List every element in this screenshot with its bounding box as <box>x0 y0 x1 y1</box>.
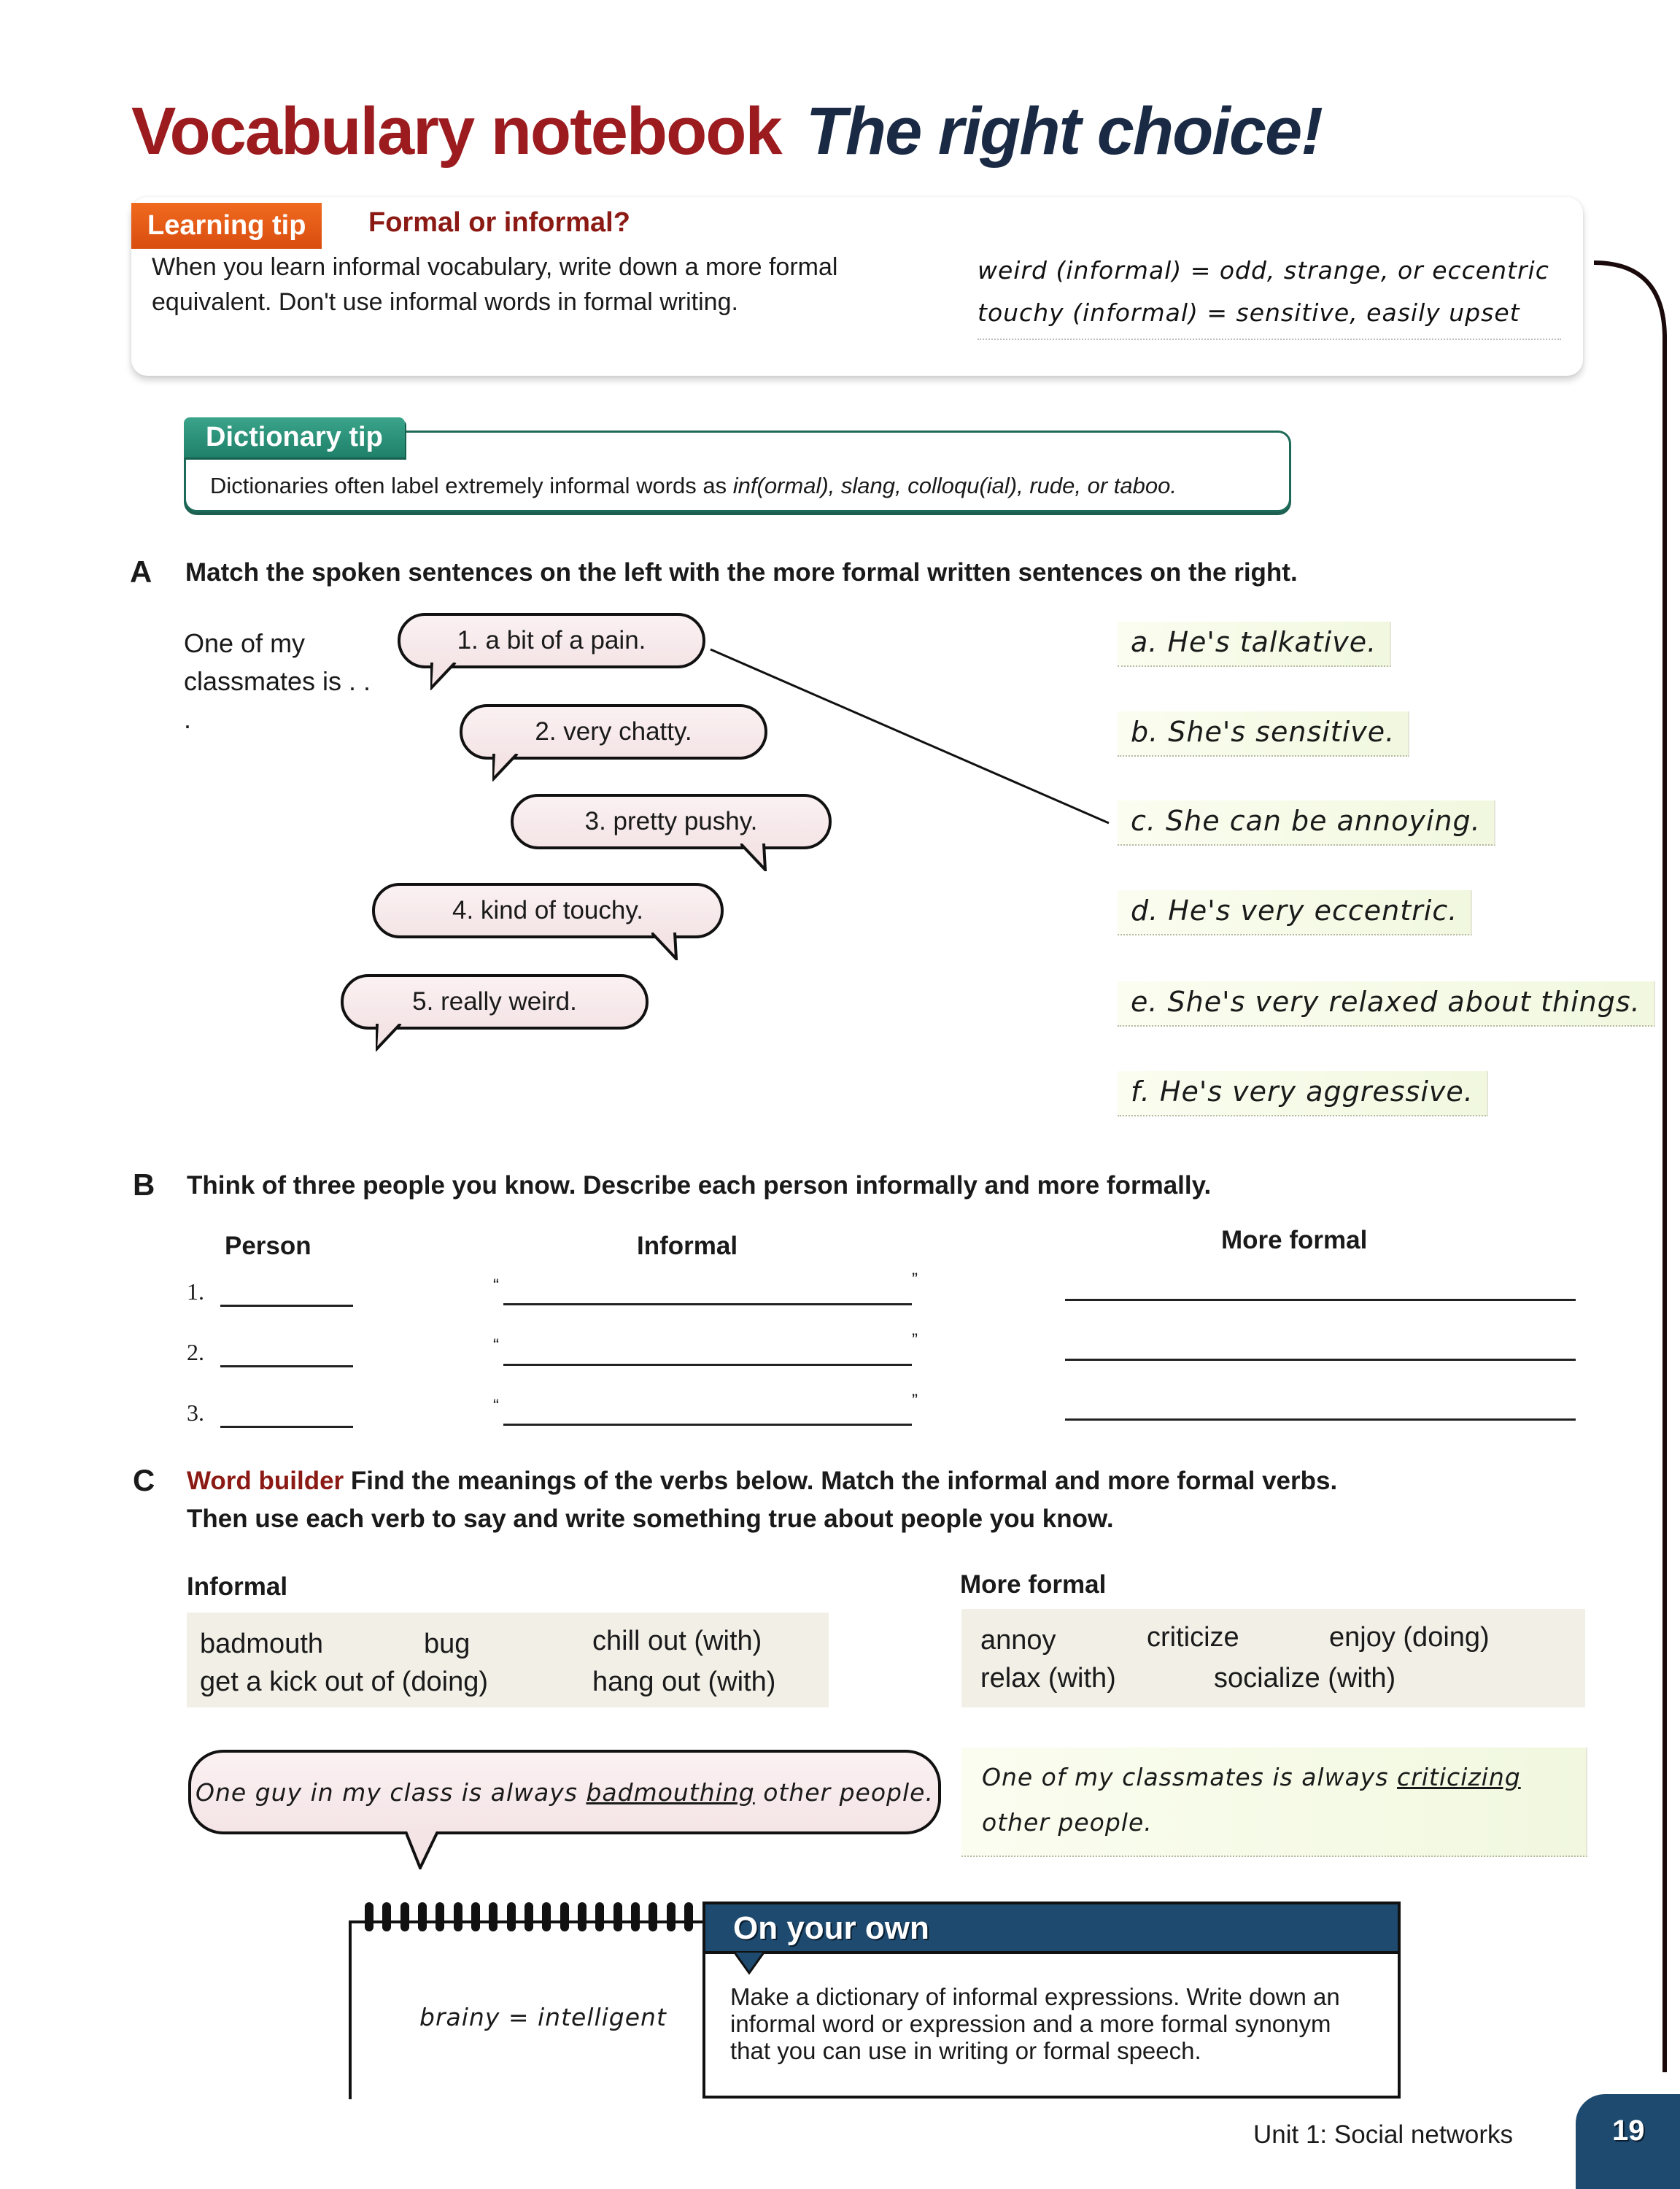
section-c-instruction-2: Then use each verb to say and write something true about people you know. <box>187 1505 1114 1533</box>
speech-bubble-4 <box>372 883 724 938</box>
section-c-letter: C <box>133 1463 155 1497</box>
notebook-spiral-binding <box>365 1902 693 1939</box>
dictionary-tip-badge: Dictionary tip <box>184 417 405 458</box>
text: other people. <box>982 1808 1153 1837</box>
section-a-prompt: One of my classmates is . . . <box>184 628 371 734</box>
learning-tip-body: When you learn informal vocabulary, write down a more formal equivalent. Don't use informal words in formal writing. <box>152 253 838 316</box>
section-c-instruction-1 <box>187 1467 1337 1496</box>
word-annoy: annoy <box>980 1625 1056 1656</box>
title-main: Vocabulary notebook <box>131 94 781 169</box>
instruction-line-1: Find the meanings of the verbs below. Match the informal and more formal verbs. <box>350 1467 1338 1495</box>
row-number: 3. <box>187 1400 204 1426</box>
example-touchy: touchy (informal) = sensitive, easily upset <box>978 298 1520 327</box>
example-weird: weird (informal) = odd, strange, or eccentric <box>978 256 1549 285</box>
row-number: 2. <box>187 1339 204 1365</box>
on-your-own-box <box>702 1902 1401 2099</box>
speech-bubble-1 <box>398 613 705 668</box>
formal-input-1[interactable] <box>1065 1299 1576 1301</box>
word-chill-out: chill out (with) <box>592 1626 762 1656</box>
word-enjoy: enjoy (doing) <box>1329 1622 1490 1653</box>
on-your-own-title: On your own <box>733 1910 929 1946</box>
column-person: Person <box>225 1232 311 1260</box>
text: One guy in my class is always <box>196 1777 587 1807</box>
open-quote: “ <box>493 1275 499 1295</box>
informal-input-2[interactable] <box>503 1364 912 1366</box>
learning-tip-badge: Learning tip <box>131 203 322 249</box>
close-quote: ” <box>912 1391 918 1410</box>
column-informal: Informal <box>637 1232 738 1260</box>
word-get-a-kick-out-of: get a kick out of (doing) <box>200 1667 488 1697</box>
bubble-tail <box>492 754 522 781</box>
section-a-instruction: Match the spoken sentences on the left with the more formal written sentences on the right. <box>185 558 1298 587</box>
row-number: 1. <box>187 1278 204 1305</box>
speech-bubble-text: 1. a bit of a pain. <box>457 626 646 655</box>
person-input-3[interactable] <box>220 1426 353 1428</box>
formal-sentence-d: d. He's very eccentric. <box>1118 890 1472 935</box>
word-socialize: socialize (with) <box>1214 1663 1396 1694</box>
speech-bubble-text: 2. very chatty. <box>535 717 692 746</box>
close-quote: ” <box>912 1270 918 1289</box>
close-quote: ” <box>912 1330 918 1350</box>
informal-heading: Informal <box>187 1572 288 1601</box>
speech-bubble-text: 5. really weird. <box>412 987 577 1016</box>
speech-bubble-text: 3. pretty pushy. <box>584 807 758 835</box>
word-builder-label: Word builder <box>187 1467 344 1495</box>
informal-word-box <box>187 1613 829 1707</box>
open-quote: “ <box>493 1335 499 1355</box>
person-input-1[interactable] <box>220 1305 353 1307</box>
on-your-own-header <box>705 1904 1398 1954</box>
more-formal-heading: More formal <box>960 1570 1107 1599</box>
page-number: 19 <box>1612 2115 1645 2147</box>
section-b-instruction: Think of three people you know. Describe each person informally and more formally. <box>187 1171 1212 1200</box>
example-written-note <box>961 1748 1587 1857</box>
underlined-word: badmouthing <box>586 1777 755 1807</box>
formal-sentence-a: a. He's talkative. <box>1118 622 1391 667</box>
column-more-formal: More formal <box>1221 1226 1368 1254</box>
dictionary-tip-text-plain: Dictionaries often label extremely informal words as <box>210 473 733 498</box>
speech-bubble-5 <box>341 974 649 1030</box>
word-badmouth: badmouth <box>200 1629 324 1659</box>
text: other people. <box>754 1777 934 1807</box>
word-relax: relax (with) <box>980 1663 1116 1694</box>
informal-input-1[interactable] <box>503 1303 912 1305</box>
page-edge-curve-decoration <box>1590 248 1671 2072</box>
title-sub: The right choice! <box>805 94 1322 169</box>
formal-sentence-f: f. He's very aggressive. <box>1118 1071 1488 1116</box>
formal-input-3[interactable] <box>1065 1418 1576 1421</box>
formal-input-2[interactable] <box>1065 1359 1576 1361</box>
section-b-letter: B <box>133 1167 155 1202</box>
bubble-tail <box>740 843 770 871</box>
word-hang-out: hang out (with) <box>592 1667 776 1697</box>
bubble-tail <box>651 933 681 960</box>
unit-label: Unit 1: Social networks <box>1253 2120 1513 2149</box>
open-quote: “ <box>493 1396 499 1416</box>
informal-input-3[interactable] <box>503 1424 912 1426</box>
notebook-entry: brainy = intelligent <box>419 2003 667 2031</box>
bubble-tail <box>406 1831 442 1869</box>
match-line-1-to-c <box>708 642 1116 832</box>
bubble-tail <box>376 1024 405 1051</box>
formal-sentence-e: e. She's very relaxed about things. <box>1118 981 1655 1027</box>
speech-bubble-text: 4. kind of touchy. <box>452 896 643 924</box>
dictionary-tip-text <box>210 473 1177 499</box>
learning-tip-examples <box>978 250 1561 340</box>
underlined-word: criticizing <box>1397 1763 1521 1791</box>
learning-tip-box <box>131 197 1583 376</box>
text: One of my classmates is always <box>982 1763 1398 1791</box>
section-a-letter: A <box>130 555 152 589</box>
learning-tip-heading: Formal or informal? <box>368 207 630 238</box>
example-spoken-text <box>196 1778 934 1807</box>
example-spoken-bubble <box>188 1750 941 1834</box>
formal-sentence-b: b. She's sensitive. <box>1118 711 1409 757</box>
formal-word-box <box>961 1609 1585 1707</box>
header-pointer <box>735 1953 767 1974</box>
person-input-2[interactable] <box>220 1365 353 1367</box>
word-bug: bug <box>424 1629 471 1659</box>
formal-sentence-c: c. She can be annoying. <box>1118 800 1495 846</box>
bubble-tail <box>430 663 460 690</box>
dictionary-tip-text-italic: inf(ormal), slang, colloqu(ial), rude, or taboo. <box>732 473 1177 498</box>
on-your-own-body: Make a dictionary of informal expressions. Write down an informal word or expression and a more formal synonym that you can use in writing or formal speech. <box>730 1983 1340 2064</box>
word-criticize: criticize <box>1147 1622 1239 1653</box>
page-title <box>131 93 1322 170</box>
